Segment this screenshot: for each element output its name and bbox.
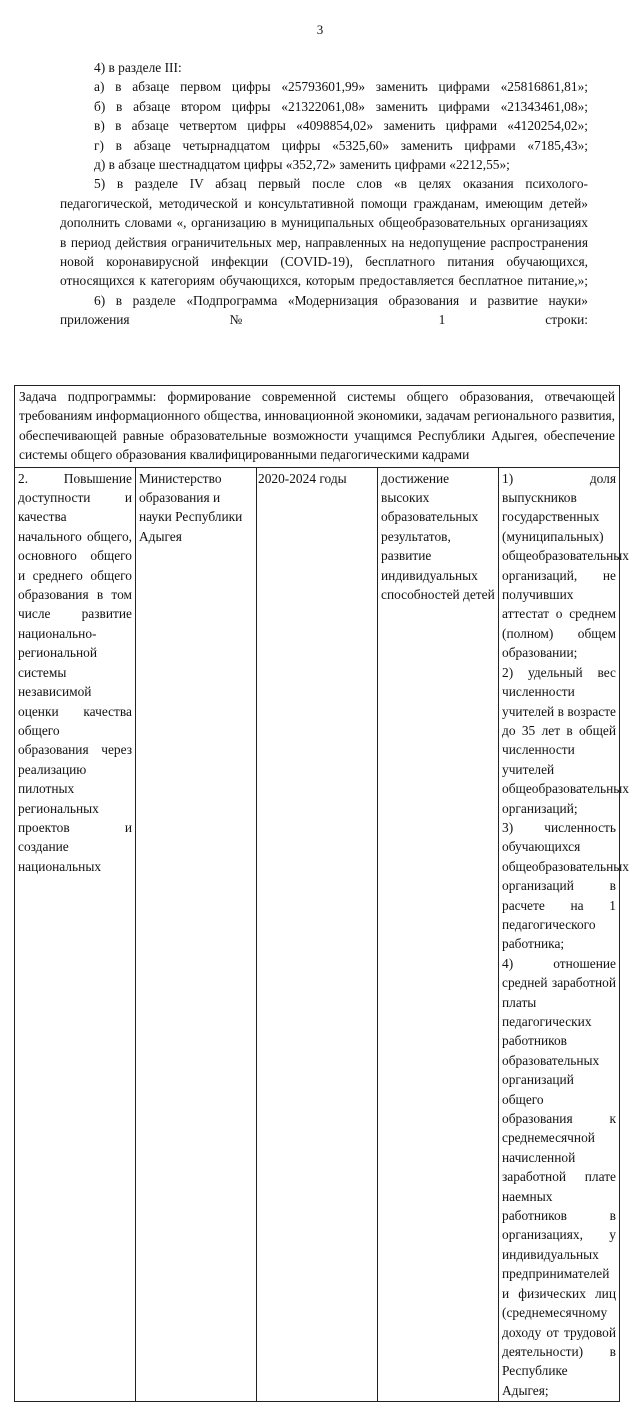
subprogram-table [14,385,630,1402]
indicator-3: 3) численность обучающихся общеобразовательных организаций в расчете на 1 педагогического работника; [502,819,630,952]
paragraph-v: в) в абзаце четвертом цифры «4098854,02» заменить цифрами «4120254,02»; [94,118,588,134]
indicators-cell [499,467,630,1402]
result-cell: достижение высоких образовательных результатов, развитие индивидуальных способностей детей [378,467,499,1402]
period-cell: 2020-2024 годы [257,467,378,1402]
table-row [15,467,620,1402]
paragraph-b: б) в абзаце втором цифры «21322061,08» заменить цифрами «21343461,08»; [94,98,588,114]
paragraph-section-subprogram: 6) в разделе «Подпрограмма «Модернизация образования и развитие науки» приложения № 1 строки: [60,292,588,328]
paragraph-a: а) в абзаце первом цифры «25793601,99» заменить цифрами «25816861,81»; [94,79,588,95]
table-task-row [15,386,620,468]
indicator-1: 1) доля выпускников государственных (муниципальных) общеобразовательных организаций, не получивших аттестат о среднем (полном) общем образовании; [502,470,630,661]
paragraph-section-3: 4) в разделе III: [94,60,182,75]
paragraph-section-4: 5) в разделе IV абзац первый после слов «в целях оказания психолого-педагогической, методической и консультативной помощи гражданам, имеющим детей» дополнить словами «, организацию в муниципальных общеобразовательных организациях в период действия ограничительных мер, направленных на недопущение распространения новой коронавирусной инфекции (COVID-19), бесплатного питания обучающихся, относящихся к категориям обучающихся, которым предоставляется бесплатное питание,»; [60,176,588,289]
paragraph-g: г) в абзаце четырнадцатом цифры «5325,60» заменить цифрами «7185,43»; [94,137,588,153]
indicator-4: 4) отношение средней заработной платы педагогических работников образовательных организаций общего образования к среднемесячной начисленной заработной плате наемных работников в организациях, у индивидуальных предпринимателей и физических лиц (среднемесячному доходу от трудовой деятельности) в Республике Адыгея; [502,955,616,1398]
document-body [60,58,588,330]
indicator-2: 2) удельный вес численности учителей в возрасте до 35 лет в общей численности учителей общеобразовательных организаций; [502,664,630,816]
task-cell: Задача подпрограммы: формирование современной системы общего образования, отвечающей требованиям информационного общества, инновационной экономики, задачам регионального развития, обеспечивающей равные образовательные возможности учащимся Республики Адыгея, обеспечение системы общего образования квалифицированными педагогическими кадрами [15,386,620,468]
page-number: 3 [316,22,324,37]
measure-cell: 2. Повышение доступности и качества начального общего, основного общего и среднего общего образования в том числе развитие национально-региональной системы независимой оценки качества общего образования через реализацию пилотных региональных проектов и создание национальных [15,467,136,1402]
executor-cell: Министерство образования и науки Республики Адыгея [136,467,257,1402]
paragraph-d: д) в абзаце шестнадцатом цифры «352,72» заменить цифрами «2212,55»; [94,157,510,173]
